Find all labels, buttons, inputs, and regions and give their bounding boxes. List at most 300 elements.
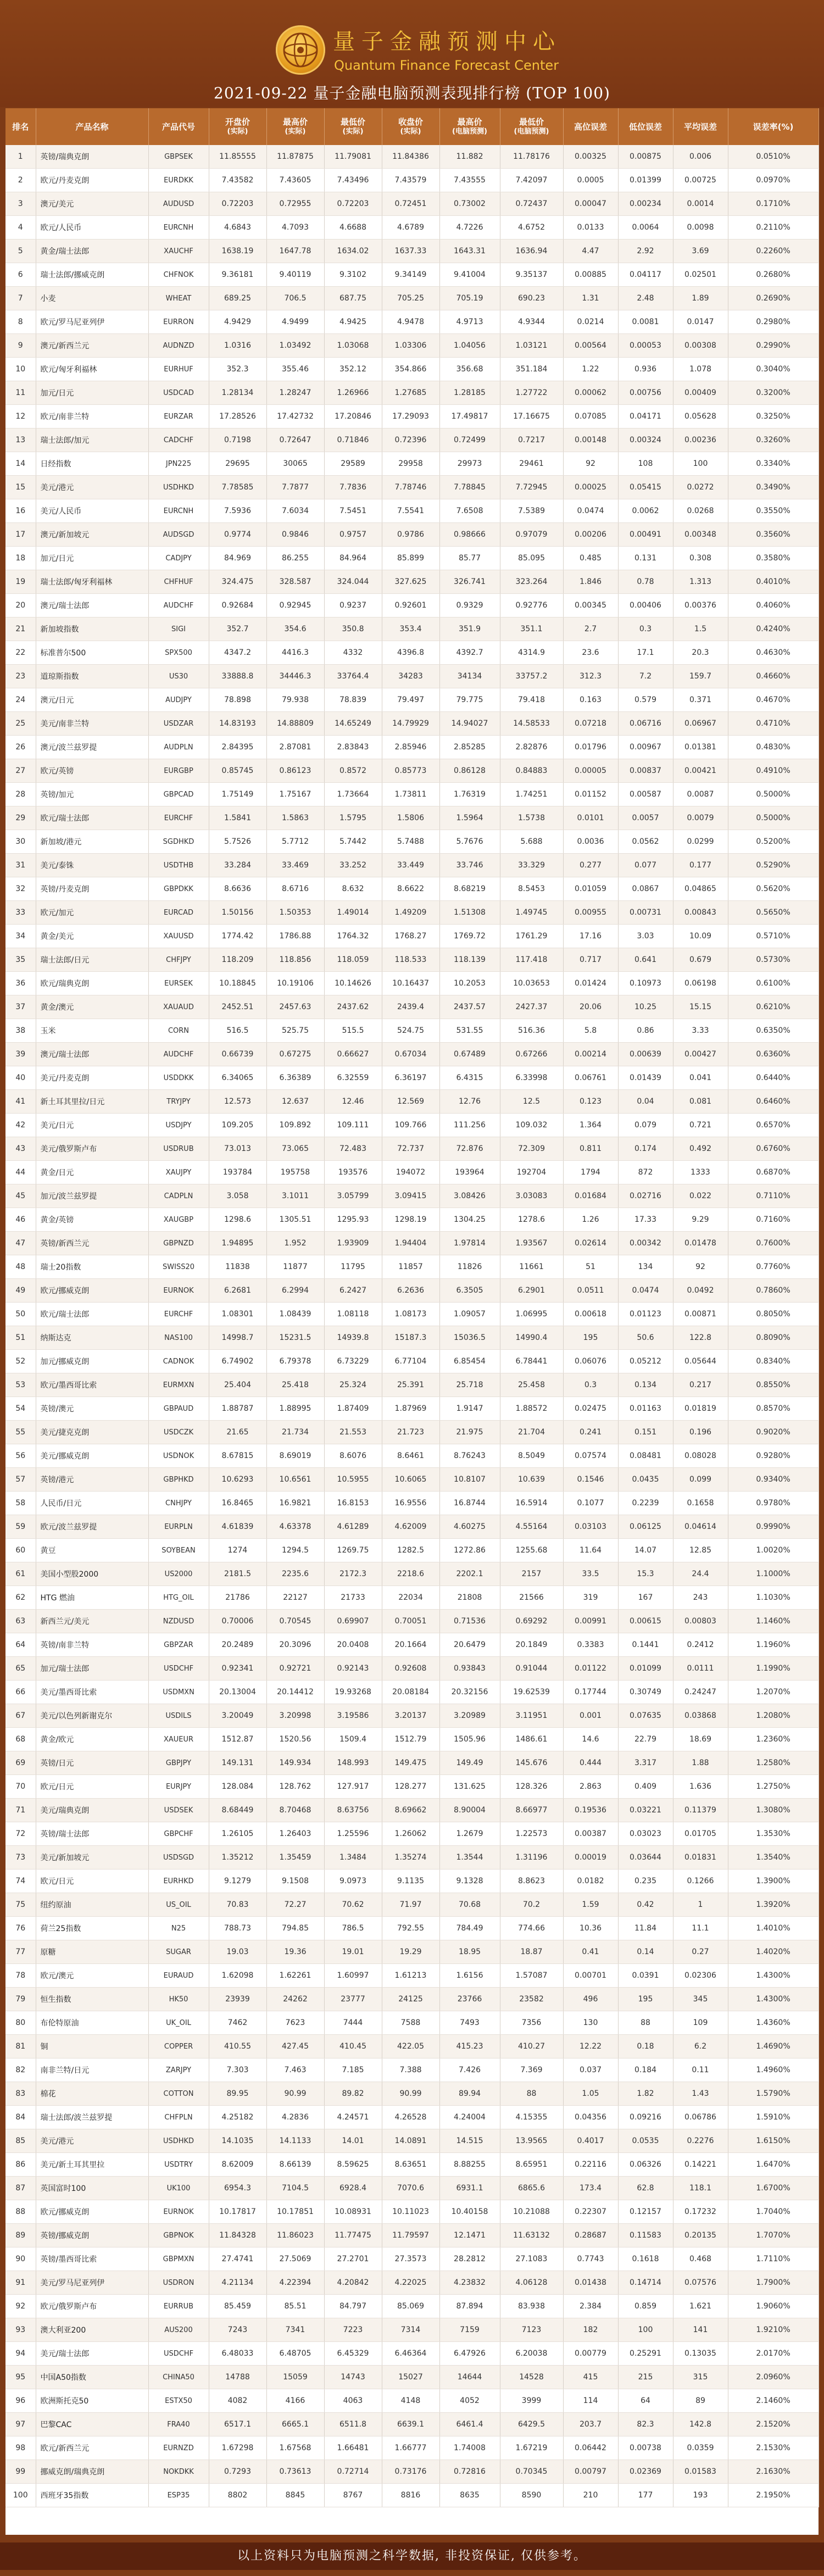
table-row (5, 2271, 819, 2295)
low-error-cell: 17.1 (618, 641, 673, 665)
pred-low-cell: 145.676 (500, 1751, 563, 1775)
high-cell: 794.85 (266, 1917, 324, 1940)
product-code-cell: N25 (148, 1917, 209, 1940)
error-rate-cell: 0.3340% (728, 452, 819, 476)
rank-cell: 41 (5, 1090, 36, 1114)
pred-low-cell: 516.36 (500, 1019, 563, 1043)
product-code-cell: USDSGD (148, 1846, 209, 1870)
open-cell: 689.25 (209, 287, 266, 310)
low-error-cell: 0.01163 (618, 1397, 673, 1421)
product-name-cell: 英镑/南非兰特 (36, 1633, 148, 1657)
low-error-cell: 0.05212 (618, 1350, 673, 1373)
avg-error-cell: 0.01478 (673, 1232, 728, 1255)
rank-cell: 67 (5, 1704, 36, 1728)
avg-error-cell: 0.308 (673, 547, 728, 570)
close-cell: 2439.4 (382, 995, 439, 1019)
pred-low-cell: 3.11951 (500, 1704, 563, 1728)
product-name-cell: 黄金/瑞士法郎 (36, 240, 148, 263)
rank-cell: 81 (5, 2035, 36, 2058)
low-error-cell: 50.6 (618, 1326, 673, 1350)
table-row (5, 2058, 819, 2082)
pred-low-cell: 8.5049 (500, 1444, 563, 1468)
avg-error-cell: 0.00376 (673, 594, 728, 617)
error-rate-cell: 0.4630% (728, 641, 819, 665)
product-name-cell: 新西兰元/美元 (36, 1610, 148, 1633)
high-error-cell: 0.06761 (563, 1066, 618, 1090)
open-cell: 7.78585 (209, 476, 266, 499)
close-cell: 34283 (382, 665, 439, 688)
product-code-cell: US2000 (148, 1562, 209, 1586)
low-cell: 8.632 (324, 877, 382, 901)
table-row (5, 712, 819, 736)
product-name-cell: 加元/日元 (36, 381, 148, 405)
product-name-cell: 英镑/新西兰元 (36, 1232, 148, 1255)
pred-high-cell: 193964 (439, 1161, 500, 1184)
close-cell: 71.97 (382, 1893, 439, 1917)
open-cell: 324.475 (209, 570, 266, 594)
pred-high-cell: 12.76 (439, 1090, 500, 1114)
avg-error-cell: 1.636 (673, 1775, 728, 1799)
low-error-cell: 0.04117 (618, 263, 673, 287)
low-cell: 2172.3 (324, 1562, 382, 1586)
rank-cell: 83 (5, 2082, 36, 2106)
low-cell: 0.92143 (324, 1657, 382, 1681)
open-cell: 7.43582 (209, 169, 266, 192)
pred-low-cell: 1486.61 (500, 1728, 563, 1751)
pred-high-cell: 1.51308 (439, 901, 500, 925)
pred-low-cell: 8.8623 (500, 1870, 563, 1893)
error-rate-cell: 1.4020% (728, 1940, 819, 1964)
open-cell: 70.83 (209, 1893, 266, 1917)
table-row (5, 1633, 819, 1657)
pred-high-cell: 18.95 (439, 1940, 500, 1964)
rank-cell: 29 (5, 806, 36, 830)
product-code-cell: USDMXN (148, 1681, 209, 1704)
column-header-sublabel: (实际) (227, 127, 248, 136)
rank-cell: 59 (5, 1515, 36, 1539)
open-cell: 9.36181 (209, 263, 266, 287)
open-cell: 4.6843 (209, 216, 266, 240)
rank-cell: 72 (5, 1822, 36, 1846)
open-cell: 25.404 (209, 1373, 266, 1397)
pred-low-cell: 23582 (500, 1988, 563, 2011)
avg-error-cell: 0.05628 (673, 405, 728, 429)
rank-cell: 66 (5, 1681, 36, 1704)
high-cell: 4.22394 (266, 2271, 324, 2295)
close-cell: 9.34149 (382, 263, 439, 287)
low-error-cell: 0.00615 (618, 1610, 673, 1633)
high-error-cell: 2.863 (563, 1775, 618, 1799)
close-cell: 15027 (382, 2366, 439, 2389)
pred-low-cell: 7.369 (500, 2058, 563, 2082)
pred-low-cell: 4.6752 (500, 216, 563, 240)
product-name-cell: 道琼斯指数 (36, 665, 148, 688)
avg-error-cell: 0.00348 (673, 523, 728, 547)
table-row (5, 665, 819, 688)
product-code-cell: XAUGBP (148, 1208, 209, 1232)
rank-cell: 8 (5, 310, 36, 334)
product-name-cell: 欧元/澳元 (36, 1964, 148, 1988)
high-error-cell: 0.0101 (563, 806, 618, 830)
high-error-cell: 312.3 (563, 665, 618, 688)
product-code-cell: XAUUSD (148, 925, 209, 948)
pred-high-cell: 4052 (439, 2389, 500, 2413)
avg-error-cell: 193 (673, 2484, 728, 2507)
error-rate-cell: 2.1630% (728, 2460, 819, 2484)
column-header (324, 108, 382, 145)
high-cell: 7.463 (266, 2058, 324, 2082)
table-row (5, 2035, 819, 2058)
error-rate-cell: 0.2980% (728, 310, 819, 334)
high-cell: 1.75167 (266, 783, 324, 806)
high-error-cell: 0.00797 (563, 2460, 618, 2484)
avg-error-cell: 12.85 (673, 1539, 728, 1562)
table-row (5, 1964, 819, 1988)
pred-high-cell: 70.68 (439, 1893, 500, 1917)
low-cell: 11.77475 (324, 2224, 382, 2247)
product-code-cell: USDCZK (148, 1421, 209, 1444)
error-rate-cell: 1.4300% (728, 1964, 819, 1988)
open-cell: 10.18845 (209, 972, 266, 995)
table-row (5, 995, 819, 1019)
table-row (5, 2177, 819, 2200)
avg-error-cell: 1 (673, 1893, 728, 1917)
pred-high-cell: 4.7226 (439, 216, 500, 240)
column-header-sublabel: (电脑预测) (514, 127, 549, 136)
pred-low-cell: 4.55164 (500, 1515, 563, 1539)
high-error-cell: 0.1546 (563, 1468, 618, 1492)
product-code-cell: CADNOK (148, 1350, 209, 1373)
close-cell: 10.6065 (382, 1468, 439, 1492)
pred-low-cell: 20.1849 (500, 1633, 563, 1657)
error-rate-cell: 0.4830% (728, 736, 819, 759)
pred-low-cell: 1278.6 (500, 1208, 563, 1232)
product-code-cell: AUS200 (148, 2318, 209, 2342)
low-error-cell: 0.1618 (618, 2247, 673, 2271)
pred-high-cell: 7159 (439, 2318, 500, 2342)
high-error-cell: 14.6 (563, 1728, 618, 1751)
rank-cell: 58 (5, 1492, 36, 1515)
product-name-cell: 欧元/瑞士法郎 (36, 1303, 148, 1326)
low-cell: 11795 (324, 1255, 382, 1279)
rank-cell: 65 (5, 1657, 36, 1681)
product-code-cell: AUDNZD (148, 334, 209, 358)
pred-high-cell: 79.775 (439, 688, 500, 712)
error-rate-cell: 1.2360% (728, 1728, 819, 1751)
low-error-cell: 22.79 (618, 1728, 673, 1751)
pred-high-cell: 8635 (439, 2484, 500, 2507)
product-name-cell: 欧元/丹麦克朗 (36, 169, 148, 192)
product-name-cell: 英镑/墨西哥比索 (36, 2247, 148, 2271)
pred-low-cell: 0.91044 (500, 1657, 563, 1681)
open-cell: 1274 (209, 1539, 266, 1562)
open-cell: 193784 (209, 1161, 266, 1184)
high-error-cell: 0.22307 (563, 2200, 618, 2224)
close-cell: 85.899 (382, 547, 439, 570)
error-rate-cell: 1.9060% (728, 2295, 819, 2318)
table-row (5, 1751, 819, 1775)
high-cell: 6.48705 (266, 2342, 324, 2366)
product-name-cell: 欧元/墨西哥比索 (36, 1373, 148, 1397)
column-header (728, 108, 819, 145)
open-cell: 7.5936 (209, 499, 266, 523)
error-rate-cell: 0.7600% (728, 1232, 819, 1255)
close-cell: 8.63651 (382, 2153, 439, 2177)
high-cell: 8.66139 (266, 2153, 324, 2177)
product-code-cell: CHFNOK (148, 263, 209, 287)
close-cell: 4.62009 (382, 1515, 439, 1539)
quantum-logo-icon (276, 25, 325, 75)
low-error-cell: 0.07635 (618, 1704, 673, 1728)
product-name-cell: 加元/挪威克朗 (36, 1350, 148, 1373)
pred-high-cell: 34134 (439, 665, 500, 688)
high-error-cell: 12.22 (563, 2035, 618, 2058)
low-error-cell: 0.151 (618, 1421, 673, 1444)
error-rate-cell: 1.1000% (728, 1562, 819, 1586)
error-rate-cell: 0.7160% (728, 1208, 819, 1232)
product-name-cell: 澳元/新西兰元 (36, 334, 148, 358)
pred-high-cell: 21.975 (439, 1421, 500, 1444)
error-rate-cell: 0.2690% (728, 287, 819, 310)
product-code-cell: USDCAD (148, 381, 209, 405)
rank-cell: 74 (5, 1870, 36, 1893)
rank-cell: 34 (5, 925, 36, 948)
high-error-cell: 0.00955 (563, 901, 618, 925)
product-name-cell: 小麦 (36, 287, 148, 310)
pred-low-cell: 1636.94 (500, 240, 563, 263)
close-cell: 4.26528 (382, 2106, 439, 2129)
avg-error-cell: 0.11 (673, 2058, 728, 2082)
column-header (209, 108, 266, 145)
pred-high-cell: 7.6508 (439, 499, 500, 523)
close-cell: 12.569 (382, 1090, 439, 1114)
high-error-cell: 0.41 (563, 1940, 618, 1964)
close-cell: 4.9478 (382, 310, 439, 334)
open-cell: 118.209 (209, 948, 266, 972)
pred-high-cell: 1.97814 (439, 1232, 500, 1255)
high-error-cell: 0.00062 (563, 381, 618, 405)
product-name-cell: 黄金/美元 (36, 925, 148, 948)
product-code-cell: USDTRY (148, 2153, 209, 2177)
rank-cell: 26 (5, 736, 36, 759)
product-code-cell: SIGI (148, 617, 209, 641)
error-rate-cell: 0.5710% (728, 925, 819, 948)
low-error-cell: 0.11583 (618, 2224, 673, 2247)
close-cell: 33.449 (382, 854, 439, 877)
avg-error-cell: 15.15 (673, 995, 728, 1019)
low-error-cell: 7.2 (618, 665, 673, 688)
table-body (5, 145, 819, 2507)
product-name-cell: 加元/波兰兹罗提 (36, 1184, 148, 1208)
low-error-cell: 0.0062 (618, 499, 673, 523)
rank-cell: 40 (5, 1066, 36, 1090)
avg-error-cell: 0.00236 (673, 429, 728, 452)
open-cell: 9.1279 (209, 1870, 266, 1893)
rank-cell: 80 (5, 2011, 36, 2035)
table-row (5, 1208, 819, 1232)
high-error-cell: 0.01424 (563, 972, 618, 995)
avg-error-cell: 0.177 (673, 854, 728, 877)
error-rate-cell: 0.6210% (728, 995, 819, 1019)
pred-high-cell: 0.9329 (439, 594, 500, 617)
high-cell: 355.46 (266, 358, 324, 381)
high-cell: 1.62261 (266, 1964, 324, 1988)
error-rate-cell: 0.4660% (728, 665, 819, 688)
product-code-cell: GBPZAR (148, 1633, 209, 1657)
low-cell: 3.05799 (324, 1184, 382, 1208)
product-code-cell: USDILS (148, 1704, 209, 1728)
rank-cell: 14 (5, 452, 36, 476)
product-code-cell: UK100 (148, 2177, 209, 2200)
rank-cell: 16 (5, 499, 36, 523)
product-name-cell: 布伦特原油 (36, 2011, 148, 2035)
product-name-cell: 日经指数 (36, 452, 148, 476)
open-cell: 8.62009 (209, 2153, 266, 2177)
rank-cell: 44 (5, 1161, 36, 1184)
close-cell: 7.78746 (382, 476, 439, 499)
error-rate-cell: 0.3250% (728, 405, 819, 429)
pred-high-cell: 2437.57 (439, 995, 500, 1019)
low-error-cell: 0.06326 (618, 2153, 673, 2177)
error-rate-cell: 0.2260% (728, 240, 819, 263)
product-code-cell: EURNOK (148, 1279, 209, 1303)
table-row (5, 145, 819, 169)
high-error-cell: 0.07218 (563, 712, 618, 736)
close-cell: 2218.6 (382, 1562, 439, 1586)
low-cell: 14.01 (324, 2129, 382, 2153)
close-cell: 4.6789 (382, 216, 439, 240)
error-rate-cell: 0.1710% (728, 192, 819, 216)
error-rate-cell: 0.3200% (728, 381, 819, 405)
low-error-cell: 62.8 (618, 2177, 673, 2200)
rank-cell: 63 (5, 1610, 36, 1633)
high-cell: 4416.3 (266, 641, 324, 665)
table-row (5, 240, 819, 263)
open-cell: 19.03 (209, 1940, 266, 1964)
open-cell: 12.573 (209, 1090, 266, 1114)
high-error-cell: 0.037 (563, 2058, 618, 2082)
high-error-cell: 33.5 (563, 1562, 618, 1586)
open-cell: 20.13004 (209, 1681, 266, 1704)
avg-error-cell: 9.29 (673, 1208, 728, 1232)
low-cell: 109.111 (324, 1114, 382, 1137)
brand-title-en: Quantum Finance Forecast Center (334, 58, 559, 73)
error-rate-cell: 0.3490% (728, 476, 819, 499)
table-row (5, 1610, 819, 1633)
open-cell: 352.3 (209, 358, 266, 381)
product-code-cell: US_OIL (148, 1893, 209, 1917)
rank-cell: 77 (5, 1940, 36, 1964)
open-cell: 23939 (209, 1988, 266, 2011)
high-cell: 0.73613 (266, 2460, 324, 2484)
high-error-cell: 0.0182 (563, 1870, 618, 1893)
high-cell: 3.20998 (266, 1704, 324, 1728)
high-error-cell: 0.4017 (563, 2129, 618, 2153)
pred-high-cell: 4.60275 (439, 1515, 500, 1539)
table-row (5, 2224, 819, 2247)
low-cell: 786.5 (324, 1917, 382, 1940)
product-code-cell: USDJPY (148, 1114, 209, 1137)
low-cell: 21733 (324, 1586, 382, 1610)
column-header (563, 108, 618, 145)
low-cell: 687.75 (324, 287, 382, 310)
product-name-cell: 美元/南非兰特 (36, 712, 148, 736)
high-error-cell: 1.846 (563, 570, 618, 594)
pred-low-cell: 25.458 (500, 1373, 563, 1397)
product-name-cell: 纽约原油 (36, 1893, 148, 1917)
pred-high-cell: 7.78845 (439, 476, 500, 499)
error-rate-cell: 1.3900% (728, 1870, 819, 1893)
high-cell: 90.99 (266, 2082, 324, 2106)
product-code-cell: EURZAR (148, 405, 209, 429)
rank-cell: 35 (5, 948, 36, 972)
product-code-cell: CHFPLN (148, 2106, 209, 2129)
error-rate-cell: 1.4960% (728, 2058, 819, 2082)
error-rate-cell: 1.2070% (728, 1681, 819, 1704)
high-cell: 7104.5 (266, 2177, 324, 2200)
high-error-cell: 0.00779 (563, 2342, 618, 2366)
avg-error-cell: 0.2276 (673, 2129, 728, 2153)
pred-high-cell: 131.625 (439, 1775, 500, 1799)
product-name-cell: 欧元/匈牙利福林 (36, 358, 148, 381)
low-cell: 4.61289 (324, 1515, 382, 1539)
product-code-cell: EURHUF (148, 358, 209, 381)
avg-error-cell: 118.1 (673, 2177, 728, 2200)
error-rate-cell: 1.7110% (728, 2247, 819, 2271)
avg-error-cell: 0.04865 (673, 877, 728, 901)
pred-high-cell: 356.68 (439, 358, 500, 381)
open-cell: 21786 (209, 1586, 266, 1610)
pred-high-cell: 16.8744 (439, 1492, 500, 1515)
rank-cell: 55 (5, 1421, 36, 1444)
product-code-cell: AUDJPY (148, 688, 209, 712)
avg-error-cell: 0.0111 (673, 1657, 728, 1681)
pred-low-cell: 8.66977 (500, 1799, 563, 1822)
product-name-cell: 人民币/日元 (36, 1492, 148, 1515)
pred-low-cell: 88 (500, 2082, 563, 2106)
avg-error-cell: 0.0147 (673, 310, 728, 334)
rank-cell: 1 (5, 145, 36, 169)
low-cell: 6.45329 (324, 2342, 382, 2366)
high-cell: 8.69019 (266, 1444, 324, 1468)
product-code-cell: HK50 (148, 1988, 209, 2011)
avg-error-cell: 0.07576 (673, 2271, 728, 2295)
close-cell: 1.35274 (382, 1846, 439, 1870)
avg-error-cell: 0.0359 (673, 2436, 728, 2460)
high-error-cell: 0.0214 (563, 310, 618, 334)
high-error-cell: 0.1077 (563, 1492, 618, 1515)
close-cell: 1512.79 (382, 1728, 439, 1751)
high-cell: 7.6034 (266, 499, 324, 523)
table-row (5, 287, 819, 310)
low-error-cell: 14.07 (618, 1539, 673, 1562)
table-row (5, 617, 819, 641)
low-cell: 0.66627 (324, 1043, 382, 1066)
low-error-cell: 0.01123 (618, 1303, 673, 1326)
close-cell: 118.533 (382, 948, 439, 972)
high-error-cell: 203.7 (563, 2413, 618, 2436)
high-cell: 7.7877 (266, 476, 324, 499)
low-error-cell: 82.3 (618, 2413, 673, 2436)
low-error-cell: 0.18 (618, 2035, 673, 2058)
rank-cell: 18 (5, 547, 36, 570)
high-cell: 17.42732 (266, 405, 324, 429)
pred-low-cell: 21566 (500, 1586, 563, 1610)
pred-low-cell: 33.329 (500, 854, 563, 877)
pred-low-cell: 128.326 (500, 1775, 563, 1799)
error-rate-cell: 0.6100% (728, 972, 819, 995)
table-row (5, 1917, 819, 1940)
